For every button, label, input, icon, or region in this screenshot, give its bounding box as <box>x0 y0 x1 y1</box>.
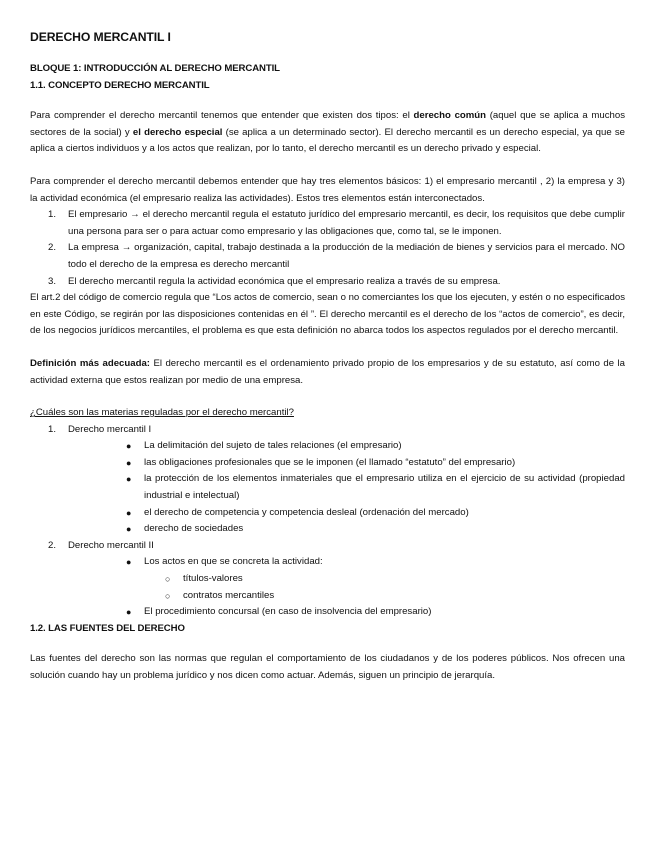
list-item <box>30 538 625 621</box>
nested-subitems <box>68 571 625 604</box>
question-materias: ¿Cuáles son las materias reguladas por el derecho mercantil? <box>30 407 294 419</box>
block-heading: BLOQUE 1: INTRODUCCIÓN AL DERECHO MERCANTIL <box>30 63 280 74</box>
paragraph-elementos: Para comprender el derecho mercantil debemos entender que hay tres elementos básicos: 1) el empresario mercantil , 2) la empresa y 3) la actividad económica (el empresario realiza las actividades). Estos tres elementos están interconectados. <box>30 175 625 204</box>
list-item <box>30 207 625 240</box>
list-number: 1. <box>48 423 57 435</box>
document-title: DERECHO MERCANTIL I <box>30 30 171 44</box>
bullet-icon: ● <box>126 457 132 468</box>
list-number: 1. <box>48 209 57 221</box>
paragraph-definicion <box>30 356 625 389</box>
list-item <box>68 588 625 605</box>
list-item <box>68 438 625 455</box>
bullet-icon: ● <box>126 441 132 452</box>
bullet-icon: ● <box>126 524 132 535</box>
list-item <box>68 571 625 588</box>
section-heading-concepto: 1.1. CONCEPTO DERECHO MERCANTIL <box>30 79 210 91</box>
p1-text-a: Para comprender el derecho mercantil tenemos que entender que existen dos tipos: el <box>30 110 414 122</box>
list-item-text: El derecho mercantil regula la actividad económica que el empresario realiza a través de su empresa. <box>68 275 501 287</box>
materia-subitems <box>68 438 625 538</box>
p1-derecho-comun: derecho común <box>413 110 487 122</box>
list-number: 2. <box>48 539 57 551</box>
paragraph-art2: El art.2 del código de comercio regula que “Los actos de comercio, sean o no comerciantes los que los ejecuten, y estén o no especificados en este Código, se regirán por las disposiciones contenidas en él ”. El derecho mercantil es el derecho de los “actos de comercio”, es decir, de los negocios jurídicos mercantiles, el problema es que esta definición no abarca todos los aspectos regulados por el derecho mercantil. <box>30 292 625 337</box>
bullet-icon: ● <box>126 607 132 618</box>
list-item <box>68 455 625 472</box>
list-number: 3. <box>48 275 57 287</box>
bullet-icon: ● <box>126 507 132 518</box>
definicion-label: Definición más adecuada: <box>30 357 150 369</box>
list-number: 2. <box>48 242 57 254</box>
circle-bullet-icon: ○ <box>165 574 171 585</box>
list-item-text: las obligaciones profesionales que se le imponen (el llamado “estatuto” del empresario) <box>144 456 516 468</box>
list-item <box>68 471 625 504</box>
p1-derecho-especial: el derecho especial <box>132 126 223 138</box>
list-item-text: derecho de sociedades <box>144 523 244 535</box>
p1-text-c: (aquel que se aplica a muchos sectores de la social) y <box>30 110 626 138</box>
materia-label: Derecho mercantil II <box>68 539 154 551</box>
materia-subitems <box>68 554 625 620</box>
list-item <box>30 274 625 291</box>
list-item-text: la protección de los elementos inmateriales que el empresario utiliza en el ejercicio de su actividad (propiedad industrial e intelectual) <box>144 473 625 502</box>
p1-text-e: (se aplica a un determinado sector). El derecho mercantil es un derecho especial, ya que se aplica a ciertos individuos y a los actos que realizan, por lo tanto, el derecho mercantil es un derecho privado y especial. <box>30 126 625 155</box>
bullet-icon: ● <box>126 557 132 568</box>
materia-label: Derecho mercantil I <box>68 423 152 435</box>
list-item <box>30 422 625 538</box>
bullet-icon: ● <box>126 474 132 485</box>
list-item <box>68 521 625 538</box>
list-item <box>68 604 625 621</box>
list-item-text: el derecho de competencia y competencia desleal (ordenación del mercado) <box>144 506 469 518</box>
list-item-text: contratos mercantiles <box>183 589 275 601</box>
list-item-text: El procedimiento concursal (en caso de insolvencia del empresario) <box>144 606 432 618</box>
list-item <box>68 505 625 522</box>
list-item <box>30 240 625 273</box>
list-item-text: Los actos en que se concreta la actividad: <box>144 556 323 568</box>
section-heading-fuentes: 1.2. LAS FUENTES DEL DERECHO <box>30 622 185 634</box>
list-item <box>68 554 625 604</box>
paragraph-fuentes: Las fuentes del derecho son las normas que regulan el comportamiento de los ciudadanos y de los poderes públicos. Nos ofrecen una solución cuando hay un problema jurídico y nos dicen como actuar. Además, siguen un principio de jerarquía. <box>30 653 625 681</box>
circle-bullet-icon: ○ <box>165 590 171 601</box>
definicion-text: El derecho mercantil es el ordenamiento privado propio de los empresarios y de su estatuto, así como de la actividad externa que estos realizan por medio de una empresa. <box>30 357 626 386</box>
list-item-text: títulos-valores <box>183 573 243 585</box>
list-item-text: La empresa → organización, capital, trabajo destinada a la producción de la mediación de bienes y servicios para el mercado. NO todo el derecho de la empresa es derecho mercantil <box>68 242 625 270</box>
paragraph-tipos-derecho <box>30 108 625 158</box>
list-item-text: El empresario → el derecho mercantil regula el estatuto jurídico del empresario mercantil, es decir, los requisitos que debe cumplir una persona para ser o para actuar como empresario y las obligaciones que, como tal, se le imponen. <box>68 209 625 237</box>
elements-list <box>30 207 625 290</box>
materias-list <box>30 422 625 621</box>
list-item-text: La delimitación del sujeto de tales relaciones (el empresario) <box>144 440 402 452</box>
